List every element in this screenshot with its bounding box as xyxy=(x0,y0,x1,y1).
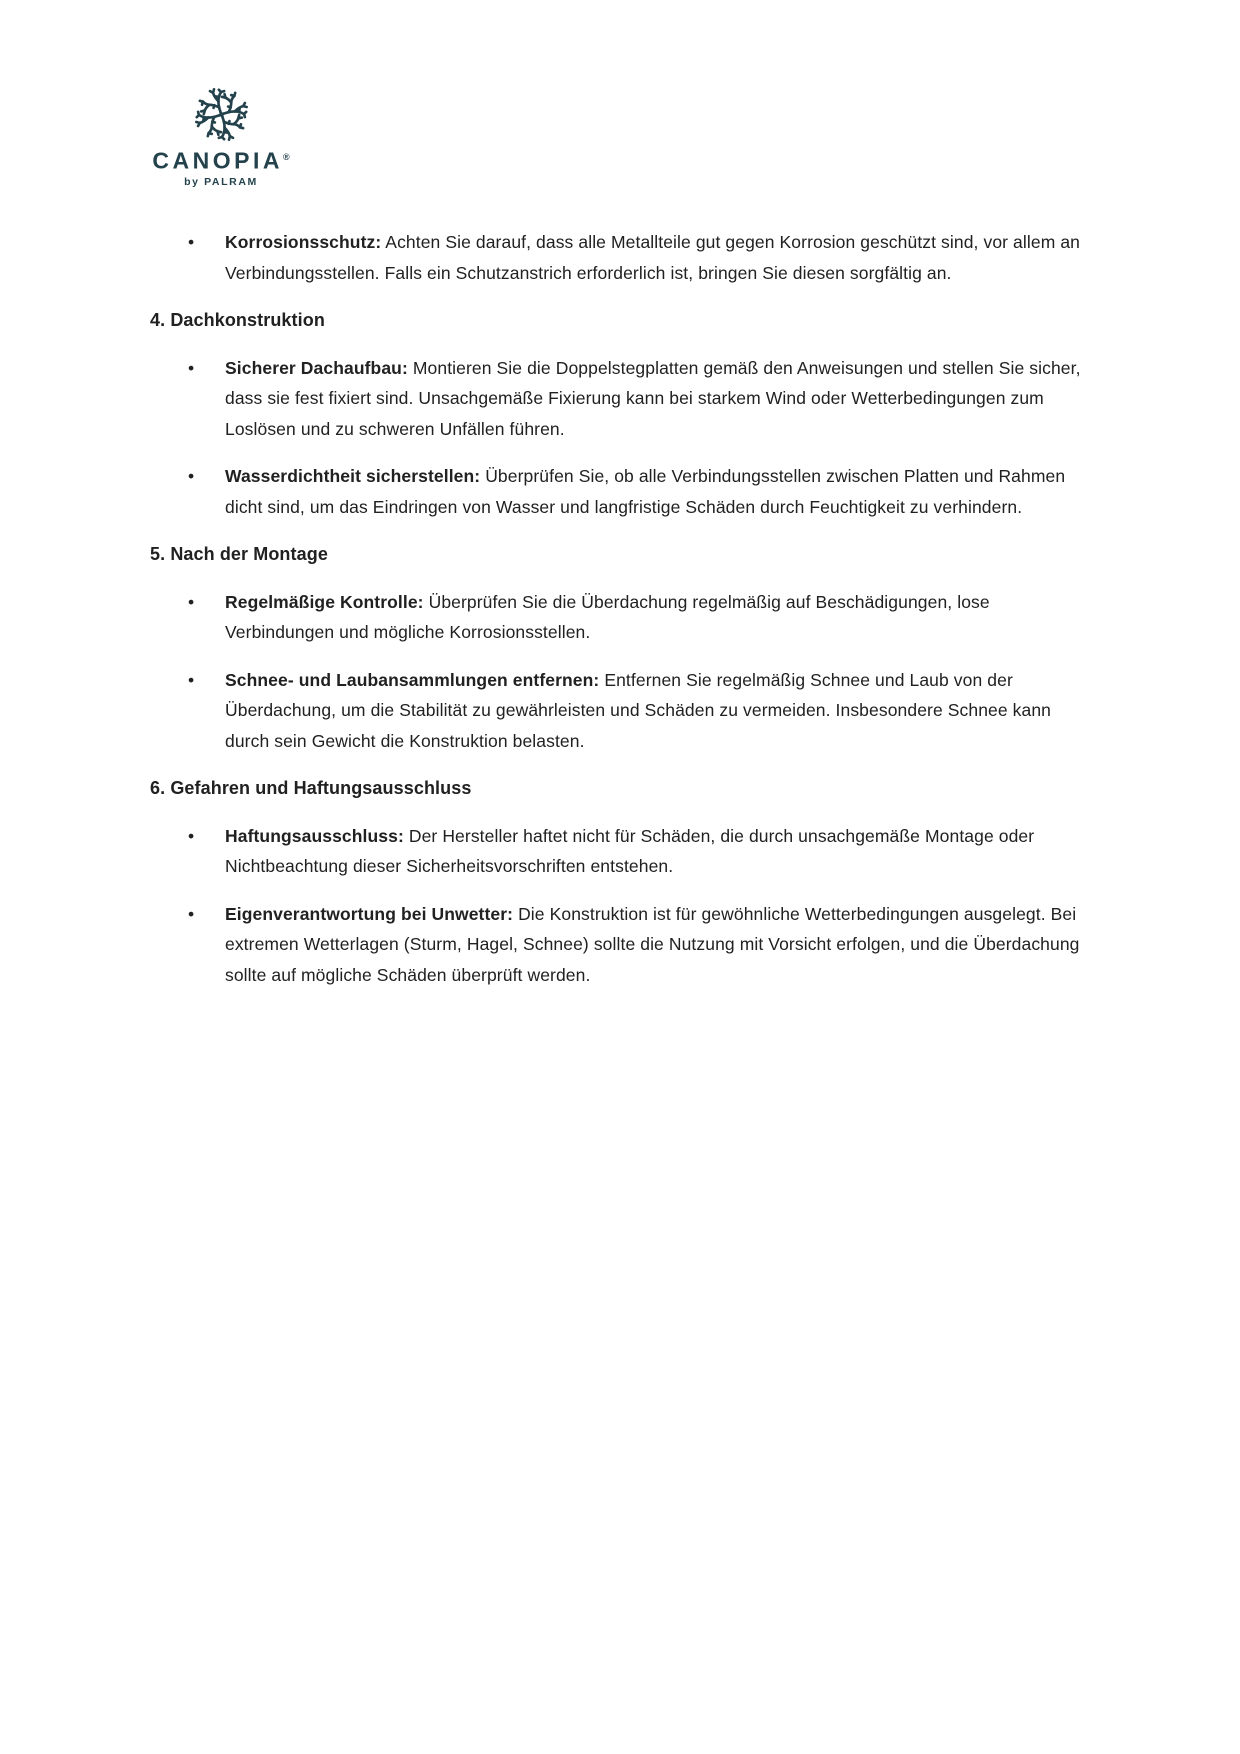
canopia-tree-icon xyxy=(193,88,250,141)
bullet-text: Überprüfen Sie, ob alle Verbindungsstellen zwischen Platten und Rahmen dicht sind, um das Eindringen von Wasser und langfristige Schäden durch Feuchtigkeit zu verhindern. xyxy=(225,466,1066,517)
bullet-label: Sicherer Dachaufbau: xyxy=(225,357,408,378)
list-item xyxy=(150,587,1090,648)
logo xyxy=(148,88,294,188)
bullet-text: Montieren Sie die Doppelstegplatten gemäß den Anweisungen und stellen Sie sicher, dass sie fest fixiert sind. Unsachgemäße Fixierung kann bei starkem Wind oder Wetterbedingungen zum Loslösen und zu schweren Unfällen führen. xyxy=(225,357,1081,439)
bullet-label: Eigenverantwortung bei Unwetter: xyxy=(225,903,514,924)
list-item xyxy=(150,665,1090,757)
section-gefahren-haftungsausschluss xyxy=(150,773,1090,990)
list-item xyxy=(150,899,1090,991)
bullet-list xyxy=(150,821,1090,991)
list-item xyxy=(150,821,1090,882)
list-item xyxy=(150,227,1090,288)
section-korrosionsschutz xyxy=(150,227,1090,288)
bullet-label: Regelmäßige Kontrolle: xyxy=(225,591,424,612)
list-item xyxy=(150,353,1090,445)
section-heading: 4. Dachkonstruktion xyxy=(150,310,325,330)
logo-byline: by PALRAM xyxy=(184,175,258,188)
bullet-text: Achten Sie darauf, dass alle Metallteile gut gegen Korrosion geschützt sind, vor allem an Verbindungsstellen. Falls ein Schutzanstrich erforderlich ist, bringen Sie diesen sorgfältig an. xyxy=(225,232,1081,283)
bullet-icon: • xyxy=(188,357,195,378)
bullet-text: Der Hersteller haftet nicht für Schäden, die durch unsachgemäße Montage oder Nichtbeachtung dieser Sicherheitsvorschriften entstehen. xyxy=(225,825,1035,876)
section-dachkonstruktion xyxy=(150,305,1090,522)
bullet-list xyxy=(150,227,1090,288)
list-item xyxy=(150,461,1090,522)
bullet-icon: • xyxy=(188,903,195,924)
bullet-icon: • xyxy=(188,825,195,846)
bullet-icon: • xyxy=(188,232,195,252)
bullet-text: Die Konstruktion ist für gewöhnliche Wetterbedingungen ausgelegt. Bei extremen Wetterlagen (Sturm, Hagel, Schnee) sollte die Nutzung mit Vorsicht erfolgen, und die Überdachung sollte auf mögliche Schäden überprüft werden. xyxy=(225,903,1080,985)
document-body xyxy=(150,227,1090,1007)
bullet-label: Schnee- und Laubansammlungen entfernen: xyxy=(225,669,600,690)
bullet-text: Überprüfen Sie die Überdachung regelmäßig auf Beschädigungen, lose Verbindungen und mögliche Korrosionsstellen. xyxy=(225,591,990,642)
section-nach-der-montage xyxy=(150,539,1090,756)
bullet-list xyxy=(150,353,1090,523)
bullet-label: Korrosionsschutz: xyxy=(225,232,382,252)
bullet-icon: • xyxy=(188,591,195,612)
bullet-label: Haftungsausschluss: xyxy=(225,825,404,846)
section-heading: 5. Nach der Montage xyxy=(150,544,328,564)
bullet-icon: • xyxy=(188,669,195,690)
section-heading: 6. Gefahren und Haftungsausschluss xyxy=(150,778,472,798)
bullet-label: Wasserdichtheit sicherstellen: xyxy=(225,466,481,486)
registered-trademark-icon: ® xyxy=(282,152,290,162)
logo-brand xyxy=(152,145,289,173)
bullet-list xyxy=(150,587,1090,757)
bullet-icon: • xyxy=(188,466,195,486)
bullet-text: Entfernen Sie regelmäßig Schnee und Laub von der Überdachung, um die Stabilität zu gewährleisten und Schäden zu vermeiden. Insbesondere Schnee kann durch sein Gewicht die Konstruktion belasten. xyxy=(225,669,1052,751)
logo-brand-text: CANOPIA xyxy=(152,147,283,174)
